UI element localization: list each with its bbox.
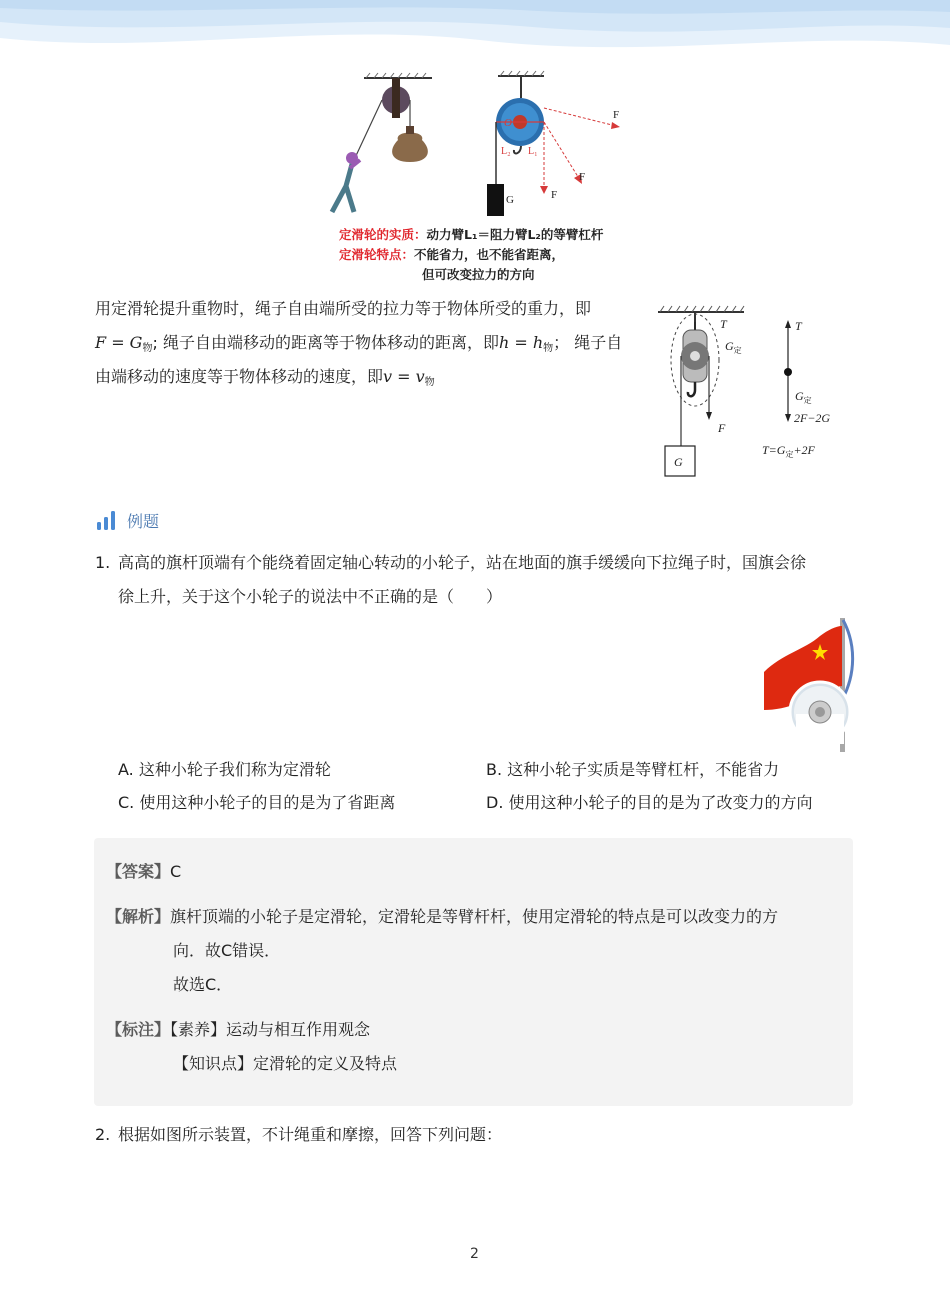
header-wave-decoration bbox=[0, 0, 950, 70]
option-d-letter: D. bbox=[486, 793, 504, 812]
q1-number: 1. bbox=[95, 553, 111, 572]
bar-chart-icon bbox=[95, 509, 119, 531]
analysis-row bbox=[106, 900, 778, 934]
force-label-f3: F bbox=[551, 189, 558, 201]
answer-row bbox=[106, 855, 181, 889]
option-c-letter: C. bbox=[118, 793, 135, 812]
pivot-label: O bbox=[504, 117, 512, 129]
pulley-weight-label: $G_定$ bbox=[725, 339, 742, 355]
caption-feature-text-2: 但可改变拉力的方向 bbox=[422, 267, 535, 282]
analysis-tag: 【解析】 bbox=[106, 907, 171, 926]
fbd-pulley-weight-label: $G_定$ bbox=[795, 389, 812, 405]
load-label: G bbox=[674, 455, 683, 469]
figure1-caption bbox=[339, 224, 603, 284]
arm-l1-label: L₁ bbox=[528, 146, 538, 157]
formula-speed-sub: 物 bbox=[424, 377, 435, 388]
q2-text: 根据如图所示装置，不计绳重和摩擦，回答下列问题： bbox=[118, 1125, 503, 1144]
intro-line-2-mid: ; 绳子自由端移动的距离等于物体移动的距离，即 bbox=[152, 333, 499, 352]
fbd-equation: $T=G_定+2F$ bbox=[762, 443, 815, 459]
formula-force-sub: 物 bbox=[142, 343, 153, 354]
formula-distance-sub: 物 bbox=[543, 343, 554, 354]
option-b-text: 这种小轮子实质是等臂杠杆，不能省力 bbox=[507, 760, 780, 779]
caption-essence-text: 动力臂L₁＝阻力臂L₂的等臂杠杆 bbox=[426, 227, 604, 242]
q1-line-1: 高高的旗杆顶端有个能绕着固定轴心转动的小轮子，站在地面的旗手缓缓向下拉绳子时，国旗会徐 bbox=[118, 553, 807, 572]
fbd-down-force-label: 2F−2G bbox=[794, 411, 831, 425]
option-a-text: 这种小轮子我们称为定滑轮 bbox=[138, 760, 331, 779]
q1-line-2: 徐上升，关于这个小轮子的说法中不正确的是（ ） bbox=[118, 587, 503, 606]
formula-force: F = G bbox=[95, 333, 143, 352]
force-label-f1: F bbox=[613, 109, 620, 121]
option-d bbox=[486, 786, 813, 820]
intro-line-3 bbox=[95, 360, 435, 400]
option-a-letter: A. bbox=[118, 760, 134, 779]
option-c-text: 使用这种小轮子的目的是为了省距离 bbox=[139, 793, 396, 812]
formula-distance: h = h bbox=[498, 333, 544, 352]
note-tag: 【标注】 bbox=[106, 1020, 171, 1039]
fixed-pulley-figure bbox=[320, 68, 630, 220]
pulley-force-diagram bbox=[650, 300, 850, 480]
tension-label: T bbox=[720, 317, 727, 331]
analysis-line-3: 故选C． bbox=[173, 975, 233, 994]
formula-speed: v = v bbox=[383, 367, 425, 386]
option-a bbox=[118, 753, 331, 787]
page-number: 2 bbox=[470, 1246, 479, 1262]
note-line-2: 【知识点】定滑轮的定义及特点 bbox=[173, 1054, 398, 1073]
intro-line-1: 用定滑轮提升重物时，绳子自由端所受的拉力等于物体所受的重力，即 bbox=[95, 299, 592, 318]
option-c bbox=[118, 786, 395, 820]
caption-essence-label: 定滑轮的实质： bbox=[339, 227, 427, 242]
analysis-line-1: 旗杆顶端的小轮子是定滑轮，定滑轮是等臂杆杆，使用定滑轮的特点是可以改变力的方 bbox=[170, 907, 779, 926]
q2-number: 2. bbox=[95, 1125, 111, 1144]
intro-line-2-end: ； 绳子自 bbox=[553, 333, 623, 352]
analysis-line-2: 向．故C错误． bbox=[173, 941, 281, 960]
answer-value: C bbox=[170, 862, 182, 881]
intro-line-3-text: 由端移动的速度等于物体移动的速度，即 bbox=[95, 367, 384, 386]
section-title: 例题 bbox=[127, 511, 160, 531]
answer-tag: 【答案】 bbox=[106, 862, 171, 881]
pull-force-label: F bbox=[718, 421, 726, 435]
option-d-text: 使用这种小轮子的目的是为了改变力的方向 bbox=[508, 793, 813, 812]
force-label-f2: F bbox=[579, 171, 586, 183]
option-b bbox=[486, 753, 779, 787]
flag-pole-image bbox=[760, 614, 856, 754]
caption-feature-label: 定滑轮特点： bbox=[339, 247, 415, 262]
arm-l2-label: L₂ bbox=[501, 146, 511, 157]
weight-label: G bbox=[506, 194, 514, 206]
section-header bbox=[95, 506, 159, 534]
note-line-1: 【素养】运动与相互作用观念 bbox=[170, 1020, 371, 1039]
note-row bbox=[106, 1013, 370, 1047]
option-b-letter: B. bbox=[486, 760, 503, 779]
caption-feature-text: 不能省力，也不能省距离， bbox=[414, 247, 565, 262]
fbd-tension-label: T bbox=[795, 319, 802, 333]
